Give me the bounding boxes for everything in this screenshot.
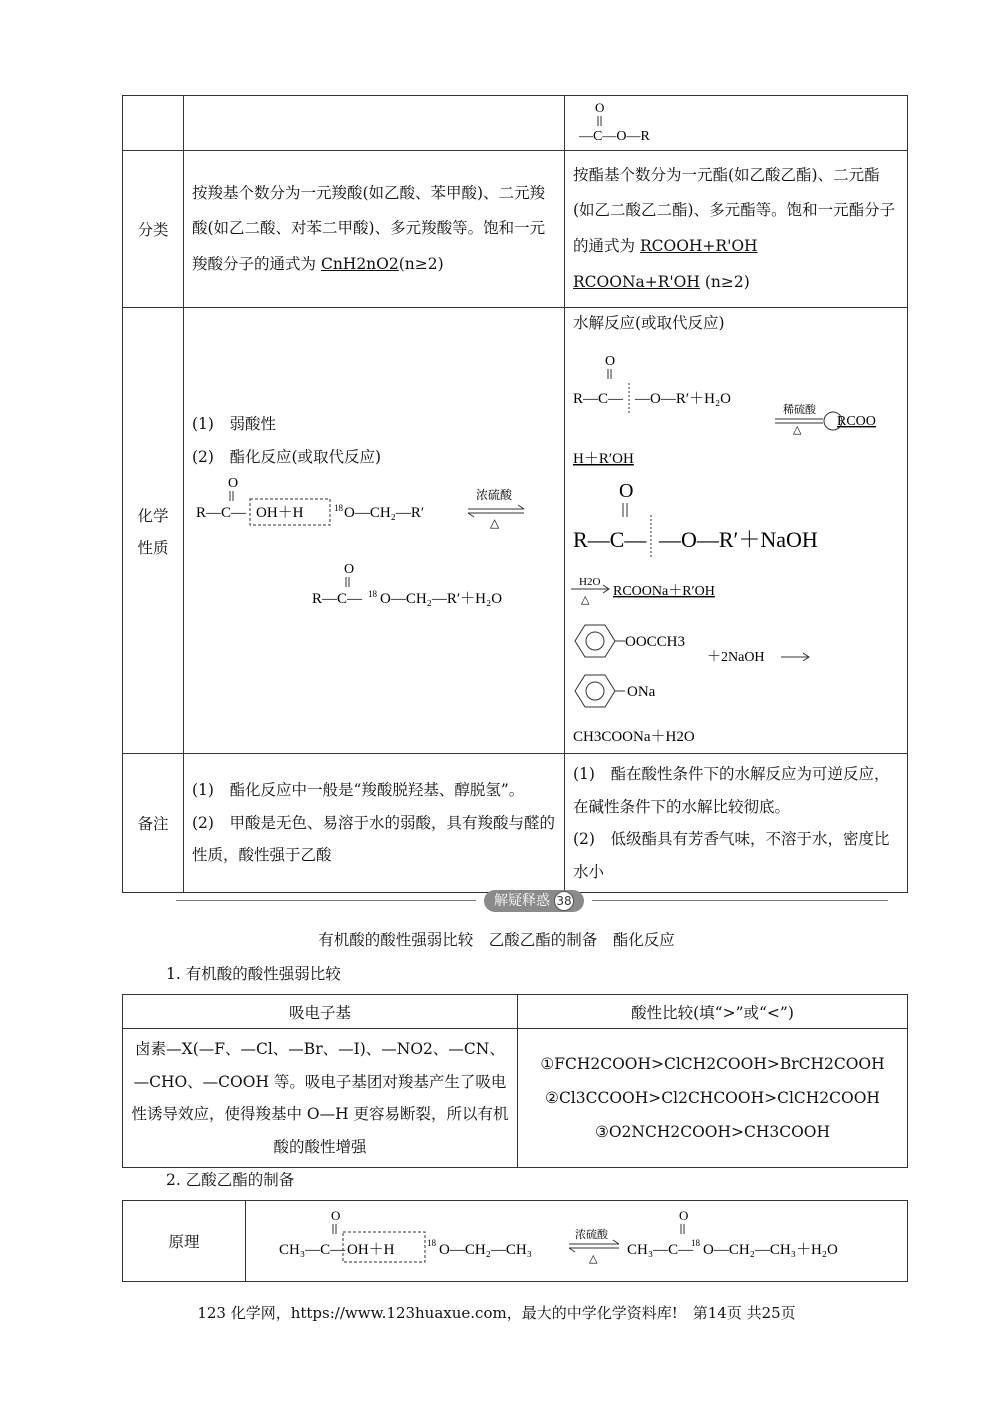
ester-classification	[565, 151, 908, 308]
svg-text:O: O	[331, 1208, 341, 1223]
ester-hydrolysis-title: 水解反应(或取代反应)	[573, 314, 725, 332]
phenyl-reactant: OOCCH3	[625, 634, 686, 650]
t2-header-1: 吸电子基	[123, 995, 518, 1029]
heat-4: △	[589, 1253, 598, 1265]
acid-cond: (n≥2)	[398, 254, 444, 273]
t2-right-cell	[518, 1029, 908, 1168]
principle-label: 原理	[123, 1201, 246, 1282]
svg-text:O: O	[344, 562, 355, 578]
benzene-ring-icon-2	[575, 675, 615, 707]
acid-item-2: (2) 酯化反应(或取代反应)	[192, 447, 382, 466]
benzene-ring-icon	[575, 625, 615, 657]
dilute-acid: 稀硫酸	[783, 404, 816, 416]
subheading-2: 2. 乙酸乙酯的制备	[166, 1171, 295, 1189]
svg-text:18: 18	[334, 503, 343, 514]
acidity-table	[122, 994, 908, 1168]
svg-text:O: O	[679, 1208, 689, 1223]
svg-text:R—C—: R—C—	[573, 527, 647, 552]
top-middle-cell	[184, 96, 565, 151]
svg-text:O—CH₂—R′: O—CH₂—R′	[344, 505, 425, 522]
chem-label-1: 化学	[137, 506, 169, 525]
badge-num: 38	[554, 891, 574, 911]
top-right-cell	[565, 96, 908, 151]
acid-formula: CnH2nO2	[320, 254, 399, 273]
main-table	[122, 95, 908, 893]
svg-text:18: 18	[368, 589, 377, 600]
classification-label: 分类	[123, 151, 184, 308]
divider-left	[176, 900, 476, 901]
heat-3: △	[581, 594, 590, 606]
ester-formula-2: RCOONa+R'OH	[573, 272, 700, 291]
top-left-cell	[123, 96, 184, 151]
conc-acid-1: 浓硫酸	[476, 488, 513, 503]
acidity-row-2: ②Cl3CCOOH>Cl2CHCOOH>ClCH2COOH	[545, 1089, 880, 1108]
ester-class-text: 按酯基个数分为一元酯(如乙酸乙酯)、二元酯(如乙二酸乙二酯)、多元酯等。饱和一元酯分子的通式为	[573, 165, 896, 255]
acid-chem-props	[184, 308, 565, 754]
svg-text:—O—R′＋NaOH: —O—R′＋NaOH	[659, 527, 818, 552]
svg-text:OH＋H: OH＋H	[256, 505, 304, 522]
acid-note-1: (1) 酯化反应中一般是“羧酸脱羟基、醇脱氢”。	[192, 781, 525, 800]
hydrolysis-equations	[565, 339, 909, 749]
section-title: 有机酸的酸性强弱比较 乙酸乙酯的制备 酯化反应	[318, 931, 675, 949]
acidity-row-3: ③O2NCH2COOH>CH3COOH	[594, 1123, 831, 1142]
h2o-label: H2O	[579, 576, 601, 588]
phenyl-product: ONa	[627, 684, 656, 700]
svg-text:—O—R′＋H₂O: —O—R′＋H₂O	[635, 391, 732, 407]
ester-group-text: —C—O—R	[579, 129, 650, 144]
svg-text:18: 18	[691, 1238, 700, 1248]
subheading-1: 1. 有机酸的酸性强弱比较	[166, 965, 341, 983]
esterification-equation	[184, 473, 562, 643]
conc-acid-2: 浓硫酸	[575, 1229, 608, 1241]
svg-text:R—C—: R—C—	[196, 505, 247, 522]
chem-props-label	[123, 308, 184, 754]
heat-2: △	[793, 424, 802, 436]
svg-text:O: O	[605, 354, 616, 369]
hydrolysis-line-2: H＋R′OH	[573, 451, 634, 467]
hydrolysis-tail: RCOO	[837, 414, 876, 429]
ester-cond: (n≥2)	[704, 272, 750, 291]
ester-note-2: (2) 低级酯具有芳香气味，不溶于水，密度比水小	[573, 830, 890, 881]
svg-text:18: 18	[427, 1238, 436, 1248]
principle-equation-cell	[246, 1201, 908, 1282]
svg-text:O—CH₂—CH₃＋H₂O: O—CH₂—CH₃＋H₂O	[703, 1242, 838, 1258]
t2-left-cell: 卤素—X(—F、—Cl、—Br、—I)、—NO2、—CN、—CHO、—COOH 等。吸电子基团对羧基产生了吸电性诱导效应，使得羧基中 O—H 更容易断裂，所以有机酸的酸性增强	[123, 1029, 518, 1168]
section-badge	[484, 890, 584, 912]
ester-o-text: O	[595, 100, 605, 115]
principle-table	[122, 1200, 908, 1282]
chem-label-2: 性质	[137, 538, 169, 557]
svg-text:O: O	[228, 476, 239, 492]
svg-text:O—CH₂—R′＋H₂O: O—CH₂—R′＋H₂O	[380, 591, 503, 608]
badge-text: 解疑释惑	[494, 893, 550, 909]
ester-formula-1: RCOOH+R'OH	[639, 237, 758, 255]
svg-text:CH₃—C—: CH₃—C—	[279, 1242, 346, 1258]
heat-1: △	[490, 516, 500, 531]
naoh-2: ＋2NaOH	[707, 650, 765, 665]
acid-item-1: (1) 弱酸性	[192, 415, 276, 433]
ester-chem-props	[565, 308, 908, 754]
ester-note-1: (1) 酯在酸性条件下的水解反应为可逆反应，在碱性条件下的水解比较彻底。	[573, 765, 890, 816]
page-footer: 123 化学网，https://www.123huaxue.com，最大的中学化学资料库! 第14页 共25页	[197, 1304, 796, 1322]
acidity-row-1: ①FCH2COOH>ClCH2COOH>BrCH2COOH	[540, 1054, 885, 1073]
final-product: CH3COONa＋H2O	[573, 729, 695, 745]
svg-text:OH＋H: OH＋H	[347, 1242, 395, 1258]
svg-text:O: O	[619, 480, 634, 502]
t2-header-2: 酸性比较(填“>”或“<”)	[518, 995, 908, 1029]
acid-class-text: 按羧基个数分为一元羧酸(如乙酸、苯甲酸)、二元羧酸(如乙二酸、对苯二甲酸)、多元羧酸等。饱和一元羧酸分子的通式为	[192, 183, 546, 273]
svg-text:R—C—: R—C—	[573, 391, 624, 407]
naoh-product: RCOONa＋R′OH	[613, 584, 715, 599]
svg-text:O—CH₂—CH₃: O—CH₂—CH₃	[439, 1242, 532, 1258]
divider-right	[592, 900, 888, 901]
acid-notes	[184, 754, 565, 893]
svg-text:CH₃—C—: CH₃—C—	[627, 1242, 694, 1258]
ester-group-structure	[565, 96, 685, 146]
acid-note-2: (2) 甲酸是无色、易溶于水的弱酸，具有羧酸与醛的性质，酸性强于乙酸	[192, 813, 555, 865]
acid-classification	[184, 151, 565, 308]
svg-text:R—C—: R—C—	[312, 591, 363, 608]
ester-notes	[565, 754, 908, 893]
principle-equation	[247, 1202, 907, 1276]
notes-label: 备注	[123, 754, 184, 893]
